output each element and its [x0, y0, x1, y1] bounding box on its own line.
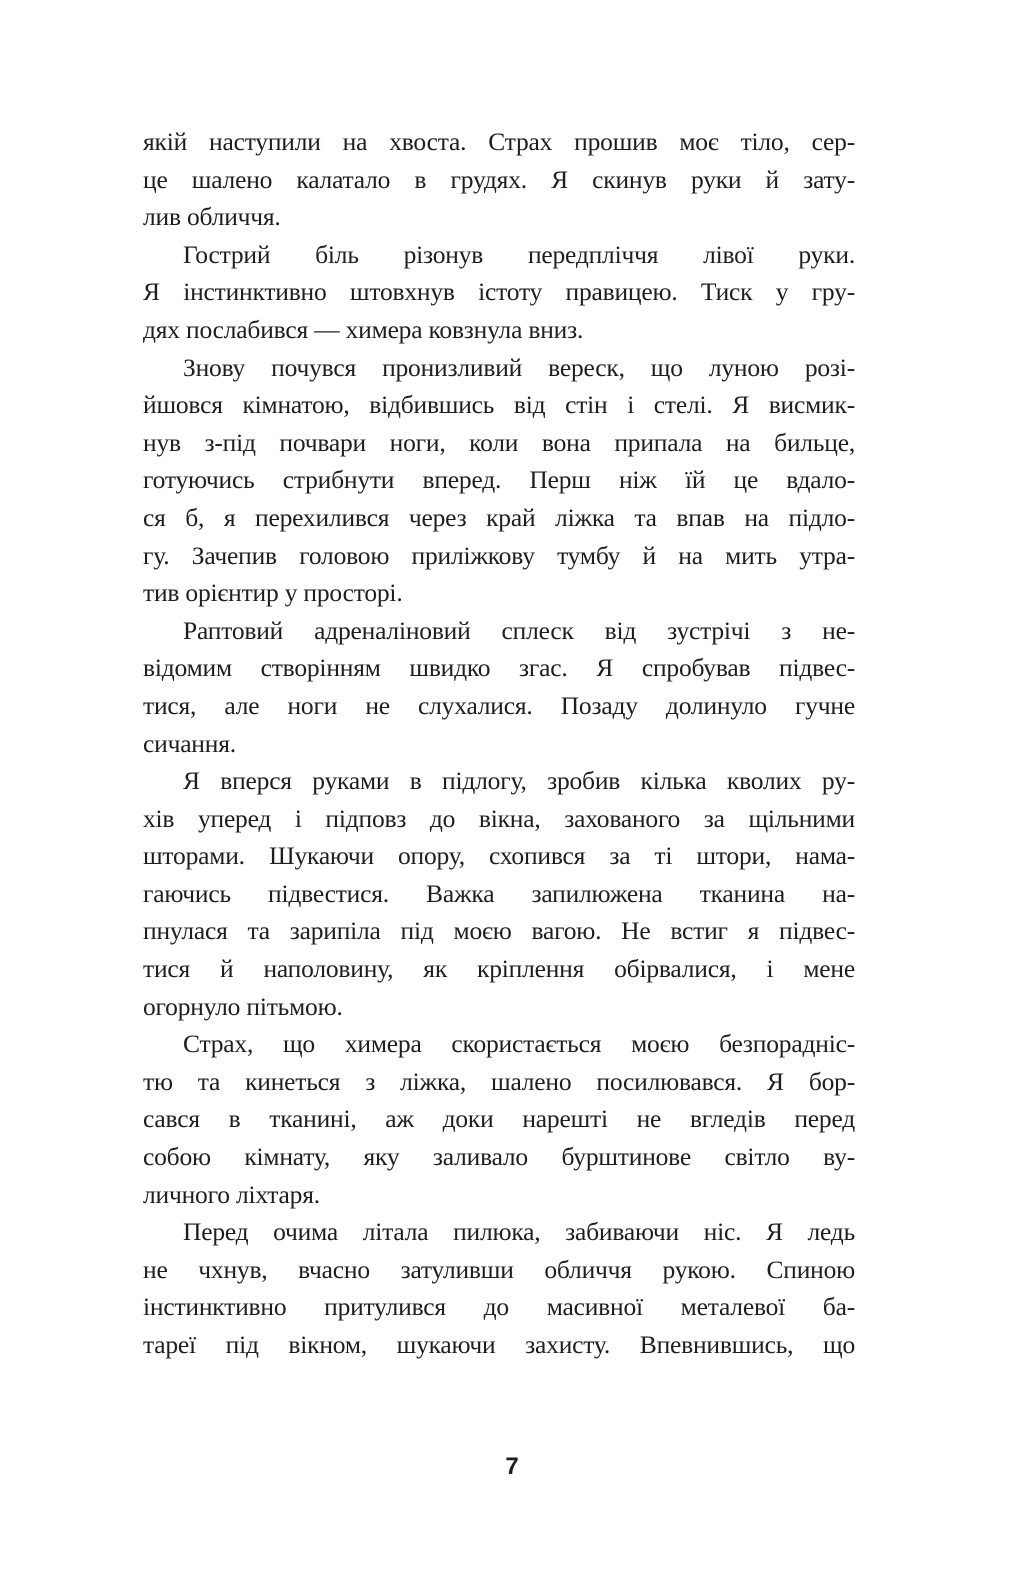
text-line: шторами. Шукаючи опору, схопився за ті штори, нама- [143, 841, 855, 871]
text-line: гаючись підвестися. Важка запилюжена тканина на- [143, 878, 855, 908]
text-line: тив орієнтир у просторі. [143, 578, 403, 608]
text-line: хів уперед і підповз до вікна, захованого за щільними [143, 803, 855, 833]
text-line: собою кімнату, яку заливало бурштинове світло ву- [143, 1142, 855, 1172]
text-line: нув з-під почвари ноги, коли вона припала на бильце, [143, 427, 855, 457]
text-line: личного ліхтаря. [143, 1179, 320, 1209]
paragraph-6 [143, 1025, 855, 1213]
text-line: ся б, я перехилився через край ліжка та впав на підло- [143, 502, 855, 532]
text-line: пнулася та зарипіла під моєю вагою. Не встиг я підвес- [143, 916, 855, 946]
text-line: не чхнув, вчасно затуливши обличчя рукою. Спиною [143, 1254, 855, 1284]
text-line: тю та кинеться з ліжка, шалено посилювався. Я бор- [143, 1066, 855, 1096]
body-text [143, 123, 855, 1364]
text-line: тися й наполовину, як кріплення обірвалися, і мене [143, 954, 855, 984]
paragraph-1 [143, 123, 855, 236]
text-line: лив обличчя. [143, 202, 281, 232]
text-line: огорнуло пітьмою. [143, 991, 343, 1021]
text-line: дях послабився — химера ковзнула вниз. [143, 314, 584, 344]
page-number: 7 [505, 1453, 519, 1480]
text-line: тися, але ноги не слухалися. Позаду долинуло гучне [143, 690, 855, 720]
text-line: Страх, що химера скористається моєю безпорадніс- [183, 1029, 855, 1059]
text-line: тареї під вікном, шукаючи захисту. Впевнившись, що [143, 1330, 855, 1359]
text-line: інстинктивно притулився до масивної металевої ба- [143, 1292, 855, 1322]
text-line: готуючись стрибнути вперед. Перш ніж їй це вдало- [143, 465, 855, 495]
text-line: відомим створінням швидко згас. Я спробував підвес- [143, 653, 855, 683]
text-line: Знову почувся пронизливий вереск, що луною розі- [183, 352, 855, 382]
text-line: йшовся кімнатою, відбившись від стін і стелі. Я висмик- [143, 390, 855, 420]
text-line: Я вперся руками в підлогу, зробив кілька кволих ру- [183, 766, 855, 796]
paragraph-4 [143, 612, 855, 762]
text-line: Гострий біль різонув передпліччя лівої руки. [183, 239, 855, 269]
text-line: якій наступили на хвоста. Страх прошив моє тіло, сер- [143, 127, 855, 156]
text-line: це шалено калатало в грудях. Я скинув руки й зату- [143, 164, 855, 194]
text-line: Перед очима літала пилюка, забиваючи ніс. Я ледь [183, 1217, 855, 1247]
text-line: сався в тканині, аж доки нарешті не вгледів перед [143, 1104, 855, 1134]
text-line: гу. Зачепив головою приліжкову тумбу й на мить утра- [143, 540, 855, 570]
paragraph-5 [143, 762, 855, 1025]
paragraph-7 [143, 1213, 855, 1363]
text-line: Я інстинктивно штовхнув істоту правицею. Тиск у гру- [143, 277, 855, 307]
paragraph-3 [143, 349, 855, 612]
text-line: Раптовий адреналіновий сплеск від зустрічі з не- [183, 615, 855, 645]
paragraph-2 [143, 236, 855, 349]
text-line: сичання. [143, 728, 236, 758]
